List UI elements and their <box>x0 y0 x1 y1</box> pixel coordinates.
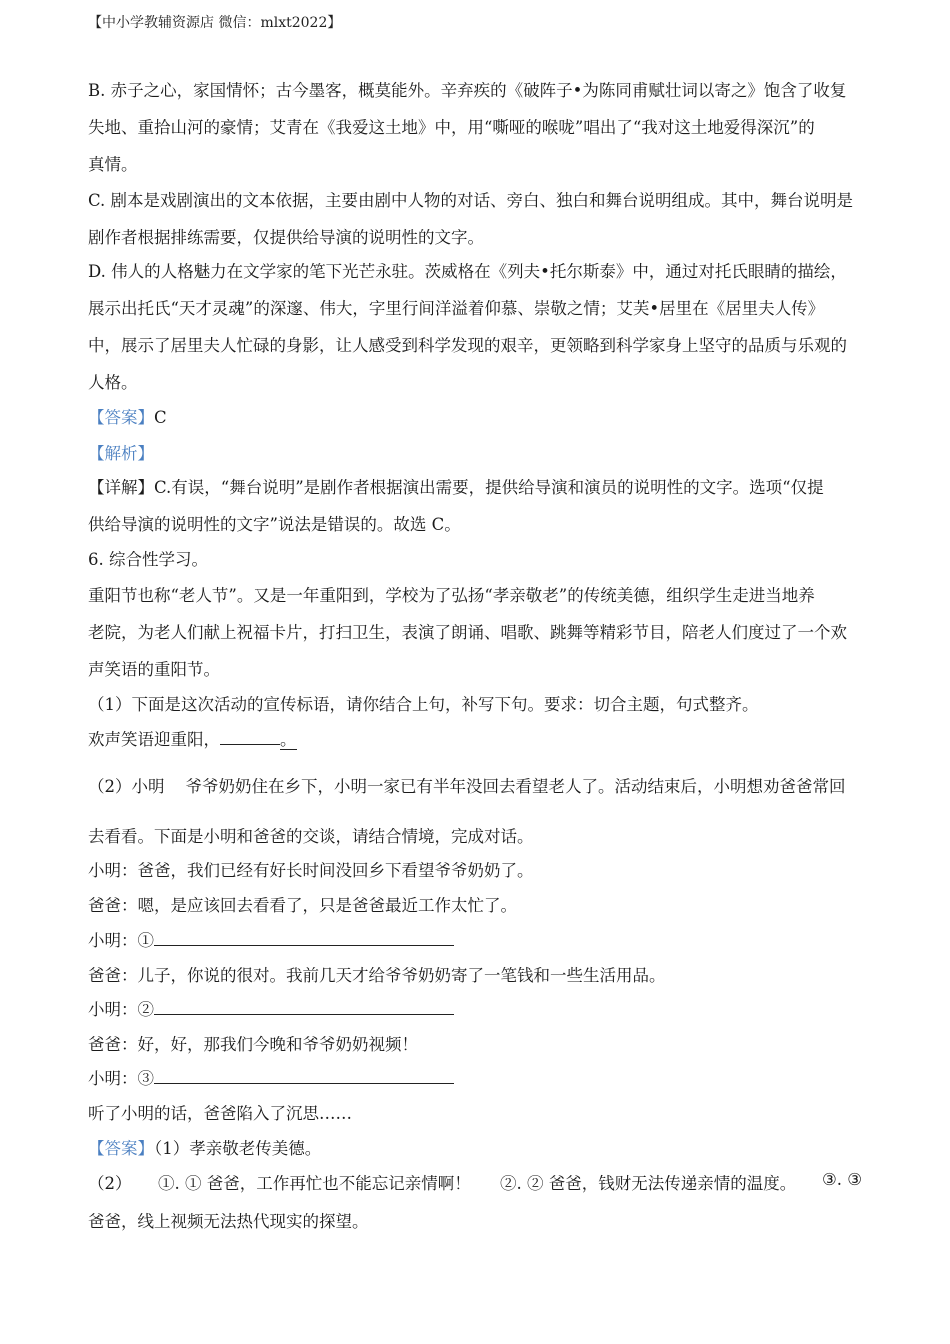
option-c-line-1: C. 剧本是戏剧演出的文本依据，主要由剧中人物的对话、旁白、独白和舞台说明组成。其中，舞台说明是 <box>88 191 854 210</box>
answer-6-part-2-label: （2） <box>88 1174 132 1193</box>
option-d-line-1: D. 伟人的人格魅力在文学家的笔下光芒永驻。茨威格在《列夫•托尔斯泰》中，通过对托氏眼睛的描绘， <box>88 262 847 281</box>
answer-blank-3[interactable] <box>154 1066 454 1084</box>
dialog-line-8: 听了小明的话，爸爸陷入了沉思…… <box>88 1104 352 1123</box>
detail-5-line-1 <box>88 474 824 498</box>
dialog-line-5 <box>88 996 454 1020</box>
question-6-1-prompt: （1）下面是这次活动的宣传标语，请你结合上句，补写下句。要求：切合主题，句式整齐。 <box>88 695 759 714</box>
dialog-speaker-2: 小明：② <box>88 1000 154 1019</box>
option-d-line-4: 人格。 <box>88 373 138 392</box>
detail-5-line-2: 供给导演的说明性的文字”说法是错误的。故选 C。 <box>88 515 461 534</box>
page-header: 【中小学教辅资源店 微信：mlxt2022】 <box>88 15 342 31</box>
answer-6-item-2: ②. ② 爸爸，钱财无法传递亲情的温度。 <box>500 1174 797 1193</box>
question-6-intro-2: 老院，为老人们献上祝福卡片，打扫卫生，表演了朗诵、唱歌、跳舞等精彩节目，陪老人们度过了一个欢 <box>88 623 847 642</box>
dialog-line-4: 爸爸：儿子，你说的很对。我前几天才给爷爷奶奶寄了一笔钱和一些生活用品。 <box>88 966 666 985</box>
question-6-2-prompt-2: 去看看。下面是小明和爸爸的交谈，请结合情境，完成对话。 <box>88 827 534 846</box>
answer-5 <box>88 404 167 428</box>
slogan-text: 欢声笑语迎重阳， <box>88 730 220 749</box>
answer-6-item-3-cont: 爸爸，线上视频无法热代现实的探望。 <box>88 1212 369 1231</box>
slogan-blank-end: 。 <box>280 730 297 749</box>
answer-blank-2[interactable] <box>154 997 454 1015</box>
question-6-intro-3: 声笑语的重阳节。 <box>88 660 220 679</box>
answer-6-item-1: ①. ① 爸爸，工作再忙也不能忘记亲情啊！ <box>158 1174 471 1193</box>
dialog-line-3 <box>88 927 454 951</box>
answer-blank-1[interactable] <box>154 928 454 946</box>
dialog-speaker-1: 小明：① <box>88 931 154 950</box>
question-6-title: 6. 综合性学习。 <box>88 550 208 569</box>
option-c-line-2: 剧作者根据排练需要，仅提供给导演的说明性的文字。 <box>88 228 484 247</box>
question-6-intro-1: 重阳节也称“老人节”。又是一年重阳到，学校为了弘扬“孝亲敬老”的传统美德，组织学生走进当地养 <box>88 586 815 605</box>
option-b-line-3: 真情。 <box>88 155 138 174</box>
option-b-line-2: 失地、重拾山河的豪情；艾青在《我爱这土地》中，用“嘶哑的喉咙”唱出了“我对这土地爱得深沉”的 <box>88 118 815 137</box>
slogan-blank[interactable] <box>220 727 280 745</box>
answer-6-part-1: （1）孝亲敬老传美德。 <box>154 1139 322 1158</box>
dialog-line-7 <box>88 1065 454 1089</box>
option-b-line-1: B. 赤子之心，家国情怀；古今墨客，概莫能外。辛弃疾的《破阵子•为陈同甫赋壮词以寄之》饱含了收复 <box>88 81 847 100</box>
detail-text: C.有误，“舞台说明”是剧作者根据演出需要，提供给导演和演员的说明性的文字。选项“仅提 <box>154 478 824 497</box>
option-d-line-2: 展示出托氏“天才灵魂”的深邃、伟大，字里行间洋溢着仰慕、崇敬之情；艾芙•居里在《居里夫人传》 <box>88 299 825 318</box>
dialog-line-1: 小明：爸爸，我们已经有好长时间没回乡下看望爷爷奶奶了。 <box>88 861 534 880</box>
answer-value: C <box>154 408 167 427</box>
option-d-line-3: 中，展示了居里夫人忙碌的身影，让人感受到科学发现的艰辛，更领略到科学家身上坚守的品质与乐观的 <box>88 336 847 355</box>
answer-6-item-3: ③. ③ <box>822 1170 863 1189</box>
dialog-speaker-3: 小明：③ <box>88 1069 154 1088</box>
detail-tag: 【详解】 <box>88 478 154 497</box>
question-6-2-prompt-1: （2）小明 爷爷奶奶住在乡下，小明一家已有半年没回去看望老人了。活动结束后，小明想劝爸爸常回 <box>88 777 846 796</box>
answer-tag: 【答案】 <box>88 408 154 427</box>
dialog-line-6: 爸爸：好，好，那我们今晚和爷爷奶奶视频！ <box>88 1035 418 1054</box>
answer-6 <box>88 1135 321 1159</box>
analysis-tag: 【解析】 <box>88 444 154 463</box>
slogan-line <box>88 726 297 750</box>
dialog-line-2: 爸爸：嗯，是应该回去看看了，只是爸爸最近工作太忙了。 <box>88 896 517 915</box>
answer-6-tag: 【答案】 <box>88 1139 154 1158</box>
